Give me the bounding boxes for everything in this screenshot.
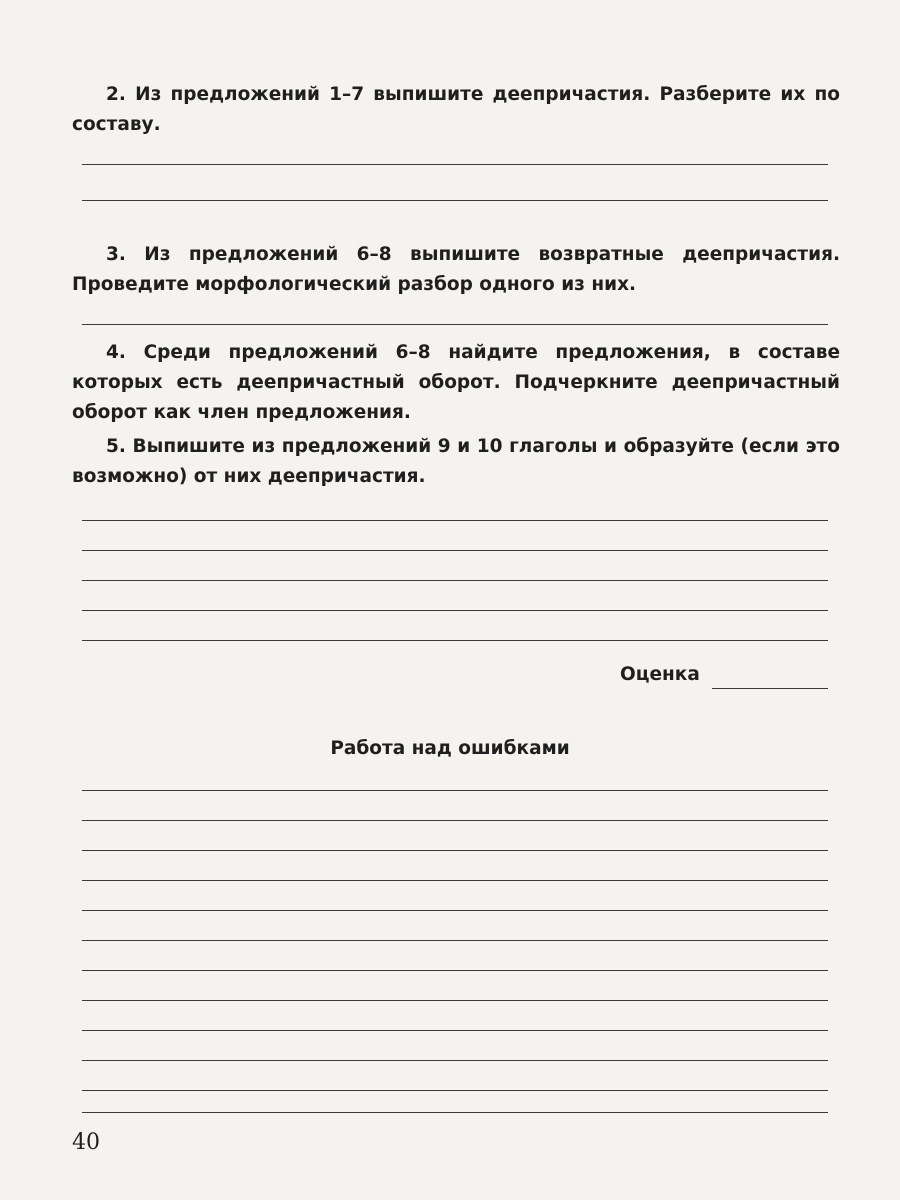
- task-number: 3.: [106, 244, 126, 265]
- answer-line[interactable]: [82, 970, 828, 971]
- task-number: 5.: [106, 436, 126, 457]
- answer-line[interactable]: [82, 1090, 828, 1091]
- answer-line[interactable]: [82, 580, 828, 581]
- answer-line[interactable]: [82, 610, 828, 611]
- answer-line[interactable]: [82, 324, 828, 325]
- answer-line[interactable]: [82, 520, 828, 521]
- task-5: [72, 432, 840, 492]
- grade-label: Оценка: [620, 664, 700, 685]
- errors-section-title: Работа над ошибками: [330, 738, 570, 759]
- page-number: 40: [72, 1130, 100, 1155]
- answer-line[interactable]: [82, 200, 828, 201]
- answer-line[interactable]: [82, 164, 828, 165]
- answer-line[interactable]: [82, 850, 828, 851]
- answer-line[interactable]: [82, 640, 828, 641]
- task-text: Из предложений 1–7 выпишите деепричастия. Разберите их по составу.: [72, 84, 840, 135]
- answer-line[interactable]: [82, 820, 828, 821]
- answer-line[interactable]: [82, 1112, 828, 1113]
- task-number: 4.: [106, 342, 126, 363]
- task-text: Среди предложений 6–8 найдите предложения, в составе которых есть деепричастный оборот. Подчеркните деепричастный оборот как член предложения.: [72, 342, 840, 423]
- answer-line[interactable]: [82, 940, 828, 941]
- grade-field[interactable]: [712, 688, 828, 689]
- answer-line[interactable]: [82, 1000, 828, 1001]
- task-text: Из предложений 6–8 выпишите возвратные деепричастия. Проведите морфологический разбор одного из них.: [72, 244, 840, 295]
- answer-line[interactable]: [82, 1030, 828, 1031]
- task-2: [72, 80, 840, 140]
- task-number: 2.: [106, 84, 126, 105]
- answer-line[interactable]: [82, 910, 828, 911]
- answer-line[interactable]: [82, 790, 828, 791]
- answer-line[interactable]: [82, 1060, 828, 1061]
- answer-line[interactable]: [82, 550, 828, 551]
- task-text: Выпишите из предложений 9 и 10 глаголы и образуйте (если это возможно) от них деепричастия.: [72, 436, 840, 487]
- task-3: [72, 240, 840, 300]
- task-4: [72, 338, 840, 428]
- answer-line[interactable]: [82, 880, 828, 881]
